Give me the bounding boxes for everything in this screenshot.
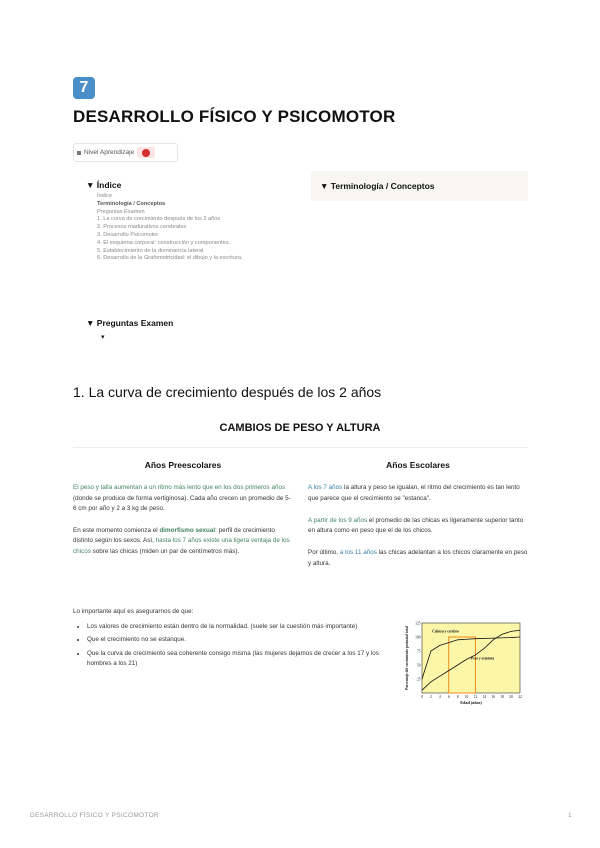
- preschool-paragraph-1: [73, 483, 293, 514]
- terminology-callout: [311, 171, 528, 201]
- level-tag[interactable]: [137, 147, 155, 158]
- exam-toggle[interactable]: ▼ Preguntas Examen: [86, 318, 174, 328]
- x-tick-label: 16: [491, 695, 496, 699]
- x-tick-label: 12: [473, 695, 478, 699]
- x-tick-label: 22: [518, 695, 522, 699]
- highlight-text: a los 11 años: [338, 549, 377, 557]
- section-heading: 1. La curva de crecimiento después de los 2 años: [73, 384, 382, 400]
- growth-chart: [394, 619, 526, 711]
- index-item[interactable]: Índice: [97, 193, 112, 199]
- index-item[interactable]: 6. Desarrollo de la Grafomotricidad: el dibujo y la escritura.: [97, 255, 243, 262]
- y-tick-label: 50: [416, 663, 421, 668]
- highlight-text: dimorfismo sexual: [159, 527, 216, 535]
- index-toggle-title[interactable]: ▼ Índice: [86, 180, 122, 190]
- list-item: • Los valores de crecimiento están dentro de la normalidad. (suele ser la cuestión más importante): [87, 622, 392, 632]
- y-tick-label: 75: [416, 649, 421, 654]
- highlight-text: hasta los 7 años existe una ligera ventaja de los chicos: [73, 537, 290, 555]
- property-label: Nivel Aprendizaje: [84, 149, 135, 156]
- text: : perfil de crecimiento distinto según los sexos. Así,: [73, 527, 275, 545]
- y-tick-label: 125: [415, 621, 421, 626]
- highlight-text: A los 7 años: [308, 484, 343, 492]
- x-tick-label: 2: [430, 695, 432, 699]
- red-circle-icon: [142, 149, 150, 157]
- footer-title: DESARROLLO FÍSICO Y PSICOMOTOR: [30, 812, 159, 819]
- index-item[interactable]: 1. La curva de crecimiento después de los 2 años: [97, 216, 221, 223]
- summary-intro: Lo importante aquí es asegurarnos de que:: [73, 608, 194, 615]
- text: sobre las chicas (miden un par de centímetros más).: [90, 547, 240, 555]
- divider: [73, 447, 528, 448]
- page-title: DESARROLLO FÍSICO Y PSICOMOTOR: [73, 107, 396, 126]
- list-item: • Que la curva de crecimiento sea coherente consigo misma (las mujeres dejamos de crecer a los 17 y los hombres a los 21): [87, 649, 392, 670]
- index-item[interactable]: Preguntas Examen: [97, 208, 145, 215]
- property-icon: [77, 151, 81, 155]
- text: En este momento comienza el: [73, 527, 160, 535]
- growth-chart-svg: [394, 619, 526, 711]
- list-item: • Que el crecimiento no se estanque.: [87, 635, 392, 645]
- school-paragraph-2: [308, 516, 528, 537]
- preschool-column: [73, 460, 293, 569]
- summary-list: [73, 622, 392, 672]
- series-label-head-brain: Cabeza y cerebro: [432, 629, 459, 634]
- index-item[interactable]: 3. Desarrollo Psicomotor: [97, 231, 159, 238]
- x-tick-label: 0: [421, 695, 423, 699]
- y-axis-label: Porcentaje del crecimiento postnatal total: [405, 626, 409, 690]
- x-tick-label: 8: [456, 695, 459, 699]
- index-item[interactable]: 2. Procesos madurativos cerebrales: [97, 224, 187, 231]
- index-item[interactable]: 4. El esquema corporal: construcción y componentes.: [97, 239, 231, 246]
- y-tick-label: 25: [416, 677, 421, 682]
- school-paragraph-3: [308, 548, 528, 569]
- highlight-text: A partir de los 9 años: [308, 516, 368, 524]
- exam-subtoggle[interactable]: ▾: [101, 334, 105, 341]
- property-nivel-aprendizaje[interactable]: [73, 143, 178, 162]
- index-item[interactable]: Terminología / Conceptos: [97, 200, 166, 207]
- section-subheading: CAMBIOS DE PESO Y ALTURA: [219, 422, 381, 434]
- school-paragraph-1: [308, 483, 528, 504]
- text: (donde se produce de forma vertiginosa). Cada año crecen un promedio de 5-6 cm por año y 2 a 3 kg de peso.: [73, 494, 291, 512]
- text: las chicas adelantan a los chicos claramente en peso y altura.: [308, 549, 528, 567]
- school-heading: Años Escolares: [386, 460, 450, 470]
- series-label-weight-height: Peso y estatura: [471, 656, 495, 661]
- section-number-badge: 7: [73, 77, 95, 99]
- x-tick-label: 18: [500, 695, 504, 699]
- text: la altura y peso se igualan, el ritmo del crecimiento es tan lento que parece que el crecimiento se "estanca".: [308, 484, 520, 502]
- x-tick-label: 4: [438, 695, 441, 699]
- terminology-toggle[interactable]: ▼ Terminología / Conceptos: [320, 181, 435, 191]
- highlight-text: El peso y talla aumentan a un ritmo más lento que en los dos primeros años: [73, 484, 286, 492]
- x-tick-label: 10: [464, 695, 469, 699]
- y-tick-label: 100: [415, 635, 421, 640]
- school-column: [308, 460, 528, 581]
- index-item[interactable]: 5. Establecimiento de la dominancia lateral: [97, 247, 204, 254]
- text: el promedio de las chicas es ligeramente superior tanto en altura como en peso que el de los chicos.: [308, 516, 524, 535]
- text: Por último,: [308, 549, 339, 557]
- preschool-heading: Años Preescolares: [144, 460, 222, 470]
- x-tick-label: 14: [482, 695, 487, 699]
- x-axis-label: Edad (años): [460, 700, 482, 705]
- x-tick-label: 6: [447, 695, 450, 699]
- index-list: [97, 193, 296, 263]
- x-tick-label: 20: [509, 695, 513, 699]
- index-toggle[interactable]: [86, 180, 296, 263]
- page-number: 1: [568, 812, 572, 819]
- preschool-paragraph-2: [73, 526, 293, 557]
